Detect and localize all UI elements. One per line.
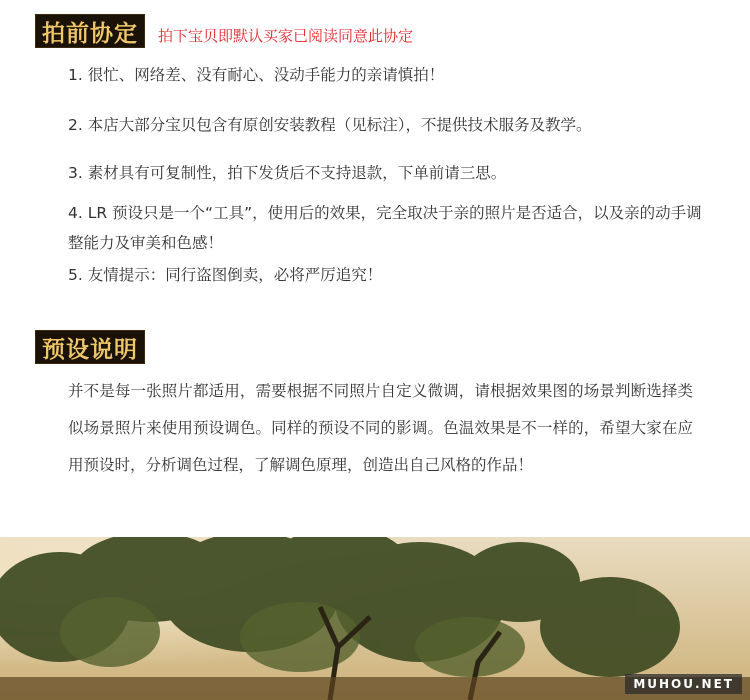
rule-item: 4. LR 预设只是一个“工具”，使用后的效果，完全取决于亲的照片是否适合，以及亲的动手调整能力及审美和色感！	[68, 204, 702, 252]
rule-item: 1. 很忙、网络差、没有耐心、没动手能力的亲请慎拍！	[68, 66, 445, 84]
section-title-agreement: 拍前协定	[35, 14, 145, 48]
rule-item: 3. 素材具有可复制性，拍下发货后不支持退款，下单前请三思。	[68, 164, 507, 182]
site-watermark: MUHOU.NET	[625, 674, 742, 694]
section-title-preset-description: 预设说明	[35, 330, 145, 364]
sample-photo	[0, 537, 750, 700]
agreement-note: 拍下宝贝即默认买家已阅读同意此协定	[158, 27, 414, 45]
rule-item: 5. 友情提示：同行盗图倒卖，必将严厉追究！	[68, 266, 383, 284]
rule-item: 2. 本店大部分宝贝包含有原创安装教程（见标注），不提供技术服务及教学。	[68, 116, 592, 134]
preset-description-text: 并不是每一张照片都适用，需要根据不同照片自定义微调，请根据效果图的场景判断选择类似场景照片来使用预设调色。同样的预设不同的影调。色温效果是不一样的，希望大家在应用预设时，分析调色过程，了解调色原理，创造出自己风格的作品！	[68, 382, 693, 474]
